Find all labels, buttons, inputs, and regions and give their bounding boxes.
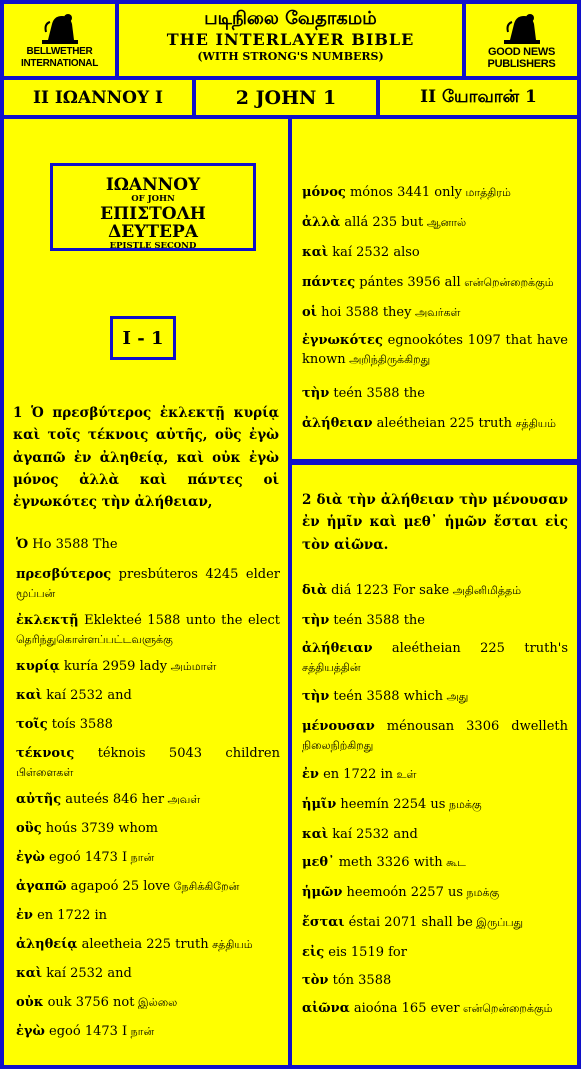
left-logo-line1: BELLWETHER [26, 46, 93, 57]
greek-word: ἀλήθειαν [302, 641, 373, 656]
greek-word: ἀλήθειαν [302, 416, 373, 431]
greek-word: ἡμῶν [302, 885, 343, 900]
word-entry [302, 999, 568, 1018]
greek-word: τὴν [302, 689, 330, 704]
greek-word: τὴν [302, 613, 330, 628]
gloss-text: teén 3588 the [333, 386, 425, 401]
right-logo-line2: PUBLISHERS [487, 58, 556, 70]
gloss-text: téknois 5043 children [97, 746, 280, 761]
gloss-text: tón 3588 [332, 973, 392, 988]
word-entry [16, 935, 280, 954]
greek-word: οἱ [302, 305, 317, 320]
gloss-text: en 1722 in [37, 908, 108, 923]
word-entry [16, 686, 280, 705]
gloss-text: éstai 2071 shall be [348, 915, 473, 930]
tamil-gloss: தெரிந்துகொள்ளப்பட்டவளுக்கு [16, 633, 173, 646]
gloss-text: mónos 3441 only [349, 185, 463, 200]
tamil-gloss: நான் [127, 851, 155, 864]
gloss-text: egoó 1473 I [49, 850, 128, 865]
word-entry [302, 971, 568, 990]
word-entry [16, 790, 280, 809]
bellwether-logo [4, 4, 115, 76]
word-entry [302, 384, 568, 403]
greek-word: ἐν [302, 767, 319, 782]
tamil-gloss: அது [443, 690, 469, 703]
header-title-box [119, 4, 462, 76]
right-logo-line1: GOOD NEWS [488, 46, 555, 58]
gloss-text: auteés 846 her [65, 792, 165, 807]
tamil-gloss: மூப்பன் [16, 587, 56, 600]
word-entry [302, 883, 568, 902]
left-column [4, 119, 288, 1065]
gloss-text: ouk 3756 not [47, 995, 135, 1010]
greek-word: ἐκλεκτῇ [16, 613, 79, 628]
tamil-gloss: மாத்திரம் [462, 186, 511, 199]
tamil-gloss: அவள் [164, 793, 201, 806]
tamil-gloss: அவர்கள் [411, 306, 461, 319]
gloss-text: kaí 2532 and [332, 827, 418, 842]
tamil-gloss: ஆனால் [423, 216, 467, 229]
word-entry [16, 964, 280, 983]
greek-word: μεθ᾽ [302, 855, 335, 870]
tamil-gloss: நான் [127, 1025, 155, 1038]
greek-word: ἡμῖν [302, 797, 337, 812]
word-entry [16, 535, 280, 554]
greek-word: ἔσται [302, 915, 345, 930]
greek-word: τέκνοις [16, 746, 75, 761]
word-entry [16, 1022, 280, 1041]
word-entry [302, 581, 568, 600]
tamil-gloss: கூட [442, 856, 466, 869]
greek-word: ἐγὼ [16, 1024, 45, 1039]
gloss-text: aleétheian 225 truth's [391, 641, 568, 656]
gloss-text: kaí 2532 also [332, 245, 420, 260]
book-epistle-gloss: EPISTLE SECOND [109, 241, 197, 251]
gloss-text: egoó 1473 I [49, 1024, 128, 1039]
greek-word: διὰ [302, 583, 327, 598]
word-entry [16, 906, 280, 925]
title-tamil: படிநிலை வேதாகமம் [204, 8, 377, 29]
gloss-text: ménousan 3306 dwelleth [386, 719, 568, 734]
gloss-text: eis 1519 for [328, 945, 407, 960]
greek-word: μένουσαν [302, 719, 375, 734]
gloss-text: kaí 2532 and [46, 688, 132, 703]
chapter-ref: I - 1 [110, 316, 176, 360]
word-entry [302, 825, 568, 844]
title-english: THE INTERLAYER BIBLE [166, 30, 415, 49]
word-entry [302, 853, 568, 872]
greek-word: ἀλλὰ [302, 215, 341, 230]
gloss-text: presbúteros 4245 elder [118, 567, 281, 582]
tamil-gloss: நிலைநிற்கிறது [302, 739, 374, 752]
gloss-text: teén 3588 which [333, 689, 444, 704]
word-entry [302, 639, 568, 677]
bellwether-sheep-icon [502, 10, 542, 46]
word-entry [302, 913, 568, 932]
right-bottom-column [292, 465, 577, 1065]
word-entry [16, 565, 280, 603]
greek-word: ἀληθείᾳ [16, 937, 78, 952]
greek-word: τὸν [302, 973, 329, 988]
word-entry [16, 657, 280, 676]
gloss-text: heemín 2254 us [340, 797, 446, 812]
left-logo-line2: INTERNATIONAL [20, 58, 99, 69]
gloss-text: allá 235 but [344, 215, 424, 230]
tamil-gloss: சத்தியத்தின் [302, 661, 361, 674]
greek-word: ἐγνωκότες [302, 333, 383, 348]
word-entry [302, 243, 568, 262]
verse-1-greek: 1 Ὁ πρεσβύτερος ἐκλεκτῇ κυρίᾳ καὶ τοῖς τέκνοις αὐτῆς, οὓς ἐγὼ ἀγαπῶ ἐν ἀληθείᾳ, καὶ οὐκ ἐγὼ μόνος ἀλλὰ καὶ πάντες οἱ ἐγνωκότες τὴν ἀλήθειαν, [13, 405, 279, 511]
tamil-gloss: அதினிமித்தம் [449, 584, 522, 597]
word-entry [16, 819, 280, 838]
word-entry [302, 303, 568, 322]
greek-word: εἰς [302, 945, 325, 960]
word-entry [302, 765, 568, 784]
tamil-gloss: இல்லை [134, 996, 178, 1009]
tamil-gloss: சத்தியம் [208, 938, 253, 951]
word-entry [302, 183, 568, 202]
gloss-text: pántes 3956 all [359, 275, 461, 290]
tamil-gloss: என்றென்றைக்கும் [460, 276, 554, 289]
greek-word: καὶ [302, 245, 329, 260]
gloss-text: en 1722 in [323, 767, 394, 782]
nav-greek[interactable]: II ΙΩΑΝΝΟΥ Ι [4, 80, 192, 115]
greek-word: οὓς [16, 821, 42, 836]
word-entry [16, 877, 280, 896]
book-greek-epistle: ΕΠΙΣΤΟΛΗ ΔΕΥΤΕΡΑ [100, 204, 206, 242]
nav-english[interactable]: 2 JOHN 1 [196, 80, 376, 115]
greek-word: πρεσβύτερος [16, 567, 112, 582]
gloss-text: teén 3588 the [333, 613, 425, 628]
greek-word: ἐγὼ [16, 850, 45, 865]
bellwether-sheep-icon [40, 10, 80, 46]
gloss-text: Ho 3588 The [32, 537, 118, 552]
tamil-gloss: உள் [393, 768, 417, 781]
gloss-text: egnookótes 1097 that have known [302, 333, 568, 367]
word-entry [302, 414, 568, 433]
right-top-column [292, 119, 577, 459]
book-greek-name-gloss: OF JOHN [131, 194, 175, 204]
gloss-text: kuría 2959 lady [63, 659, 168, 674]
word-entry [302, 717, 568, 755]
greek-word: ἐν [16, 908, 33, 923]
word-entry [16, 744, 280, 782]
gloss-text: hoús 3739 whom [45, 821, 158, 836]
book-greek-name: ΙΩΑΝΝΟΥ [105, 175, 201, 195]
nav-tamil[interactable]: II யோவான் 1 [380, 80, 577, 115]
greek-word: κυρίᾳ [16, 659, 60, 674]
word-entry [302, 213, 568, 232]
word-entry [16, 611, 280, 649]
gloss-text: aioóna 165 ever [353, 1001, 460, 1016]
greek-word: καὶ [16, 688, 43, 703]
gloss-text: meth 3326 with [338, 855, 443, 870]
tamil-gloss: சத்தியம் [511, 417, 557, 430]
greek-word: καὶ [16, 966, 43, 981]
word-entry [302, 331, 568, 369]
greek-word: Ὁ [16, 537, 29, 552]
word-entry [16, 848, 280, 867]
greek-word: ἀγαπῶ [16, 879, 67, 894]
greek-word: αἰῶνα [302, 1001, 350, 1016]
greek-word: μόνος [302, 185, 346, 200]
gloss-text: aleétheian 225 truth [376, 416, 512, 431]
word-entry [302, 611, 568, 630]
tamil-gloss: நேசிக்கிறேன் [170, 880, 240, 893]
greek-word: οὐκ [16, 995, 44, 1010]
gloss-text: kaí 2532 and [46, 966, 132, 981]
tamil-gloss: பிள்ளைகள் [16, 766, 74, 779]
word-entry [302, 943, 568, 962]
gloss-text: heemoón 2257 us [346, 885, 464, 900]
good-news-logo [466, 4, 577, 76]
gloss-text: hoi 3588 they [321, 305, 412, 320]
gloss-text: Eklekteé 1588 unto the elect [84, 613, 280, 628]
verse-2-greek: 2 διὰ τὴν ἀλήθειαν τὴν μένουσαν ἐν ἡμῖν καὶ μεθ᾽ ἡμῶν ἔσται εἰς τὸν αἰῶνα. [302, 492, 568, 553]
gloss-text: agapoó 25 love [70, 879, 171, 894]
greek-word: τὴν [302, 386, 330, 401]
book-title-frame [50, 163, 256, 251]
gloss-text: toís 3588 [51, 717, 113, 732]
tamil-gloss: நமக்கு [445, 798, 482, 811]
word-entry [302, 795, 568, 814]
gloss-text: diá 1223 For sake [331, 583, 450, 598]
tamil-gloss: இருப்பது [472, 916, 524, 929]
gloss-text: aleetheia 225 truth [81, 937, 209, 952]
word-entry [16, 715, 280, 734]
greek-word: αὐτῆς [16, 792, 62, 807]
tamil-gloss: அறிந்திருக்கிறது [345, 353, 431, 366]
tamil-gloss: அம்மாள் [167, 660, 217, 673]
greek-word: καὶ [302, 827, 329, 842]
tamil-gloss: நமக்கு [463, 886, 500, 899]
tamil-gloss: என்றென்றைக்கும் [459, 1002, 553, 1015]
word-entry [16, 993, 280, 1012]
word-entry [302, 687, 568, 706]
title-subtitle: (WITH STRONG'S NUMBERS) [197, 50, 384, 63]
greek-word: τοῖς [16, 717, 48, 732]
greek-word: πάντες [302, 275, 356, 290]
word-entry [302, 273, 568, 292]
